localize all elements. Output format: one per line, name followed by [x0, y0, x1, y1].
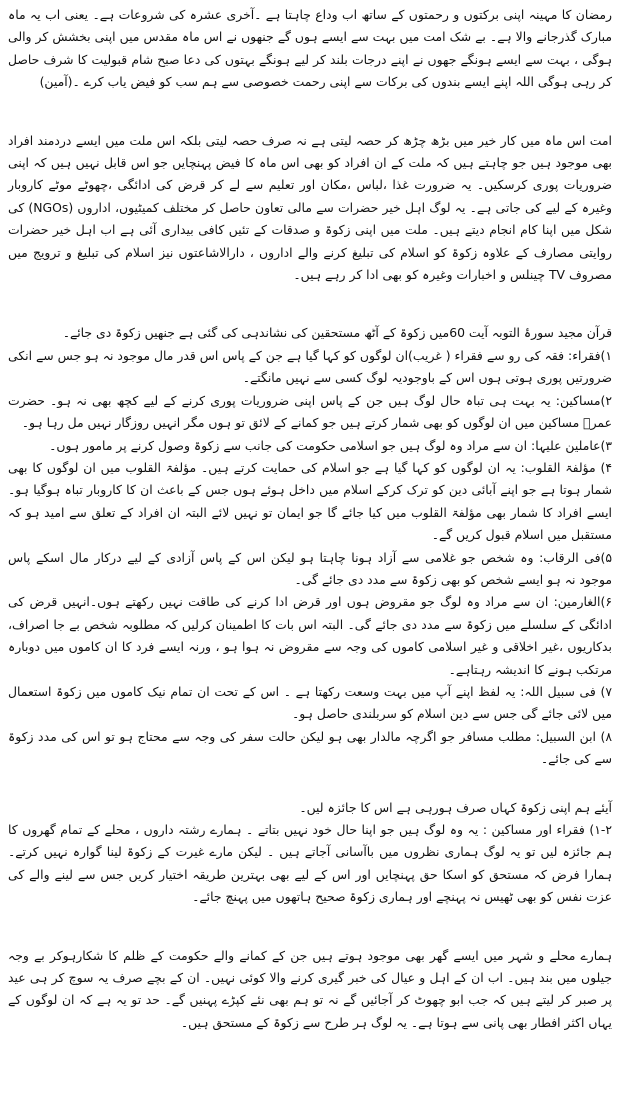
- zakat-category-amileen: ۳)عاملین علیہا: ان سے مراد وہ لوگ ہیں جو اسلامی حکومت کی جانب سے زکوۃ وصول کرنے پر مامور ہوں۔: [49, 437, 612, 453]
- zakat-category-masakeen: ۲)مساکین: یہ بہت ہی تباہ حال لوگ ہیں جن کے پاس اپنی ضروریات پوری کرنے کے لیے کچھ بھی نہ ہو۔ حضرت عمرؓ مساکین میں ان لوگوں کو بھی شمار کرتے ہیں جو کمانے کے لائق تو ہوں مگر انہیں روزگار نہیں مل رہا ہو۔: [8, 392, 612, 431]
- zakat-recipients-intro: قرآن مجید سورۂ التوبہ آیت 60میں زکوۃ کے آٹھ مستحقین کی نشاندہی کی گئی ہے جنھیں زکوۃ دی جائے۔: [62, 325, 612, 341]
- zakat-category-ibn-sabil: ۸) ابن السبیل: مطلب مسافر جو اگرچہ مالدار بھی ہو لیکن حالت سفر کی وجہ سے محتاج ہو تو اس کی مدد زکوۃ سے کی جائے۔: [8, 728, 612, 767]
- section-review-fuqara-masakeen: ۱-۲) فقراء اور مساکین : یہ وہ لوگ ہیں جو اپنا حال خود نہیں بتاتے ۔ ہمارے رشتہ داروں ، محلے کے تمام گھروں کا ہم جائزہ لیں تو یہ لوگ ہماری نظروں میں باآسانی آجاتے ہیں ۔ لیکن مارے غیرت کے زکوۃ لینا گوارہ نہیں کرتے۔ ہمارا فرض کہ مستحق کو اسکا حق پہنچایں اور اس کے لیے بھی بہترین طریقہ اختیار کریں جس سے لینے والے کی عزت نفس کو بھی ٹھیس نہ پہنچے اور ہماری زکوۃ صحیح ہاتھوں میں پہنچ جائے۔: [8, 822, 612, 905]
- zakat-category-fuqara: ۱)فقراء: فقہ کی رو سے فقراء ( غریب)ان لوگوں کو کہا گیا ہے جن کے پاس اس قدر مال موجود نہ ہو جس سے انکی ضرورتیں پوری ہوتی ہوں اس کے باوجودیہ لوگ کسی سے نہیں مانگتے۔: [8, 347, 612, 386]
- zakat-category-muallafa: ۴) مؤلفۃ القلوب: یہ ان لوگوں کو کہا گیا ہے جو اسلام کی حمایت کرتے ہیں۔ مؤلفۃ القلوب میں ان لوگوں کا بھی شمار ہوتا ہے جو اپنے آبائی دین کو ترک کرکے اسلام میں داخل ہوئے ہوں جس کے باعث ان کا کاروبار تباہ ہوگیا ہو۔ ایسے افراد کا شمار بھی مؤلفۃ القلوب میں کیا جائے گا جو ایمان تو نہیں لائے البتہ ان افراد کے تعلق سے امید ہو کہ مستقبل میں اسلام قبول کریں گے۔: [8, 459, 612, 543]
- paragraph-spacer: [8, 286, 612, 322]
- zakat-category-fi-sabilillah: ۷) فی سبیل اللہ: یہ لفظ اپنے آپ میں بہت وسعت رکھتا ہے ۔ اس کے تحت ان تمام نیک کاموں میں زکوۃ استعمال میں لائی جائے گی جس سے دین اسلام کو سربلندی حاصل ہو۔: [8, 683, 612, 722]
- paragraph-charity-in-ramadan: امت اس ماہ میں کار خیر میں بڑھ چڑھ کر حصہ لیتی ہے نہ صرف حصہ لیتی بلکہ اس ملت میں ایسے دردمند افراد بھی موجود ہیں جو چاہتے ہیں کہ ملت کے ان افراد کو بھی اس ماہ کا فیض پہنچایں جو اس قابل نہیں ہیں کہ اپنی ضروریات پوری کرسکیں۔ یہ ضرورت غذا ،لباس ،مکان اور تعلیم سے لے کر قرض کی ادائگی ،چھوٹے موٹے کاروبار وغیرہ کے لیے کی جاتی ہے۔ یہ لوگ اہل خیر حضرات سے مالی تعاون حاصل کر مختلف کمیٹیوں، اداروں (NGOs) کی شکل میں اپنا کام انجام دیتے ہیں۔ ملت میں اپنی زکوۃ و صدقات کے تئیں کافی بیداری آئی ہے اب اہل خیر حضرات روایتی مصارف کے علاوہ زکوۃ کو اسلام کی تبلیغ کرنے والے اداروں ، دارالاشاعتوں نیز اسلام کی تبلیغ و ترویج میں مصروف TV چینلس و اخبارات وغیرہ کو بھی ادا کر رہے ہیں۔: [8, 132, 612, 283]
- paragraph-spacer: [8, 909, 612, 945]
- zakat-recipients-list: [8, 322, 612, 770]
- paragraph-spacer: [8, 94, 612, 130]
- section-review-intro: آیئے ہم اپنی زکوۃ کہاں صرف ہورہی ہے اس کا جائزہ لیں۔: [299, 799, 612, 815]
- zakat-category-riqab: ۵)فی الرقاب: وہ شخص جو غلامی سے آزاد ہونا چاہتا ہو لیکن اس کے پاس آزادی کے لیے درکار مال اسکے پاس موجود نہ ہو ایسے شخص کو بھی زکوۃ سے مدد دی جائے گی۔: [8, 549, 612, 587]
- paragraph-spacer: [8, 771, 612, 797]
- paragraph-ramadan-farewell: رمضان کا مہینہ اپنی برکتوں و رحمتوں کے ساتھ اب وداع چاہتا ہے ۔آخری عشرہ کی شروعات ہے۔ یعنی اب یہ ماہ مبارک گذرجانے والا ہے۔ بے شک امت میں بہت سے ایسے ہوں گے جنھوں نے اس ماہ مقدس میں اپنی بخشش کر والی ہوگی ، بہت سے ایسے ہونگے جھوں نے اپنے درجات بلند کر لیے ہونگے بہتوں کی دعا صبح شام قبولیت کا شرف حاصل کر رہی ہوگی اللہ اپنے ایسے بندوں کی برکات سے اپنی رحمت خصوصی سے ہم سب کو فیض یاب کرے ۔(آمین): [8, 7, 612, 90]
- paragraph-prisoners-families: ہمارے محلے و شہر میں ایسے گھر بھی موجود ہوتے ہیں جن کے کمانے والے حکومت کے ظلم کا شکارہوکر بے وجہ جیلوں میں بند ہیں۔ اب ان کے اہل و عیال کی خبر گیری کرنے والا کوئی نہیں۔ ان کے بچے صرف یہ سوچ کر ہی عید پر صبر کر لیتے ہیں کہ جب ابو چھوٹ کر آجائیں گے نہ تو ہم بھی نئے کپڑے پہنیں گے۔ حد تو یہ ہے کہ ان لوگوں کے یہاں اکثر افطار بھی پانی سے ہوتا ہے۔ یہ لوگ ہر طرح سے زکوۃ کے مستحق ہیں۔: [8, 947, 612, 1030]
- zakat-category-gharimeen: ۶)الغارمین: ان سے مراد وہ لوگ جو مقروض ہوں اور قرض ادا کرنے کی طاقت نہیں رکھتے ہوں۔انہیں قرض کی ادائگی کے سلسلے میں زکوۃ سے مدد دی جائے گی۔ البتہ اس بات کا اطمینان کرلیں کہ مطلوبہ شخص بے جا اصراف، بدکاریوں ،غیر اخلاقی و غیر اسلامی کاموں کی وجہ سے مقروض نہ ہوا ہو ، ورنہ ایسے فرد کا ان کاموں میں دوبارہ مرتکب ہونے کا اندیشہ رہتاہے۔: [8, 594, 612, 677]
